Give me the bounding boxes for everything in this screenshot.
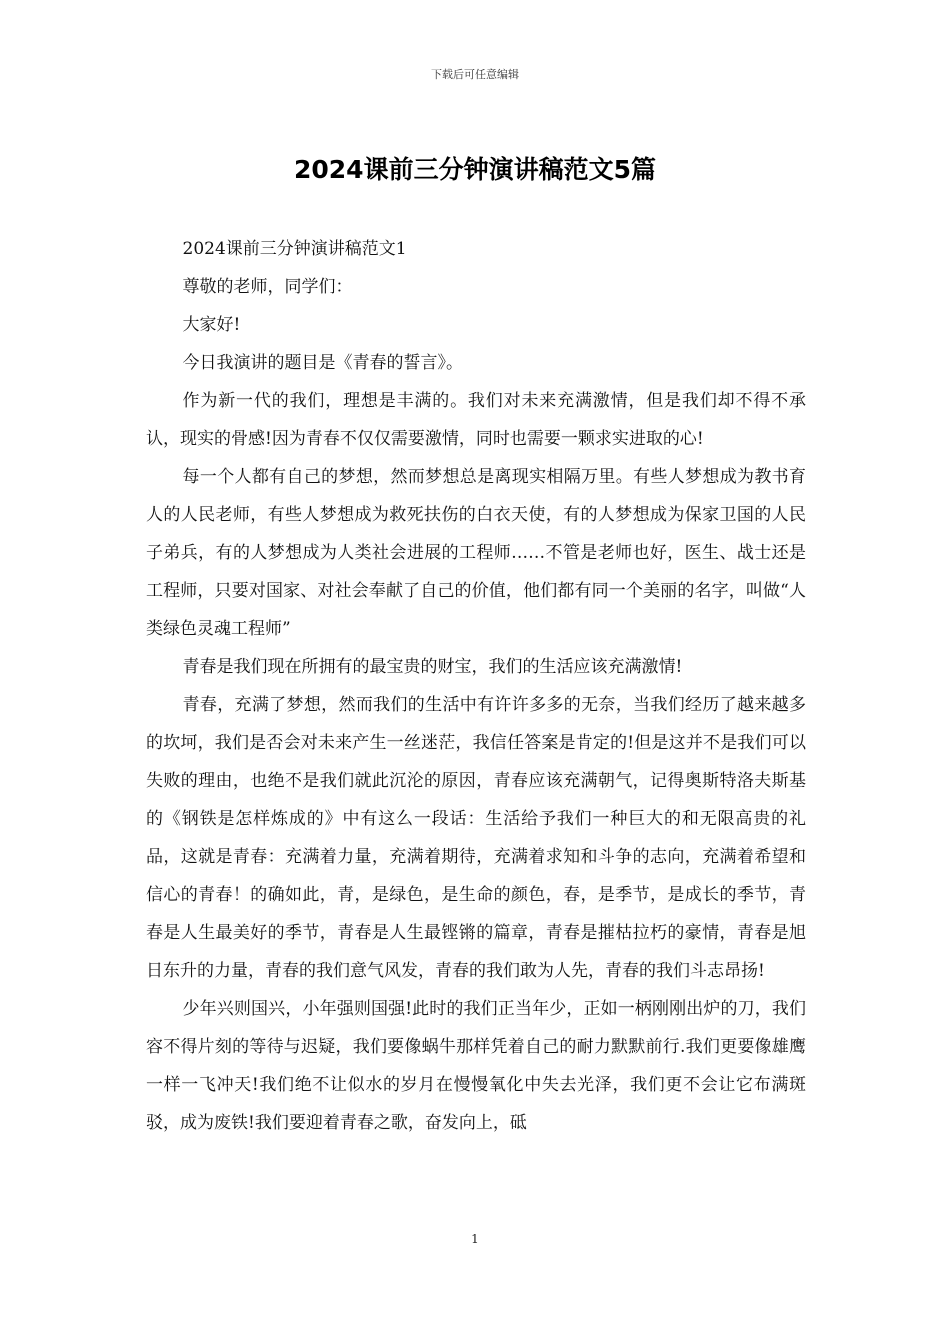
- header-note: 下载后可任意编辑: [431, 68, 519, 81]
- salutation: 尊敬的老师，同学们：: [182, 277, 353, 297]
- greeting: 大家好!: [182, 315, 241, 335]
- paragraph: 作为新一代的我们，理想是丰满的。我们对未来充满激情，但是我们却不得不承认，现实的骨感!因为青春不仅仅需要激情，同时也需要一颗求实进取的心!: [146, 391, 806, 449]
- document-title: 2024课前三分钟演讲稿范文5篇: [294, 155, 656, 184]
- paragraph: 青春是我们现在所拥有的最宝贵的财宝，我们的生活应该充满激情!: [182, 657, 683, 677]
- paragraph: 少年兴则国兴，小年强则国强!此时的我们正当年少，正如一柄刚刚出炉的刀，我们容不得片刻的等待与迟疑，我们要像蜗牛那样凭着自己的耐力默默前行.我们更要像雄鹰一样一飞冲天!我们绝不让似水的岁月在慢慢氧化中失去光泽，我们更不会让它布满斑驳，成为废铁!我们要迎着青春之歌，奋发向上，砥: [146, 999, 806, 1133]
- speech-topic: 今日我演讲的题目是《青春的誓言》。: [182, 353, 464, 373]
- paragraph: 每一个人都有自己的梦想，然而梦想总是离现实相隔万里。有些人梦想成为教书育人的人民老师，有些人梦想成为救死扶伤的白衣天使，有的人梦想成为保家卫国的人民子弟兵，有的人梦想成为人类社会进展的工程师……不管是老师也好，医生、战士还是工程师，只要对国家、对社会奉献了自己的价值，他们都有同一个美丽的名字，叫做“人类绿色灵魂工程师”: [146, 467, 806, 639]
- document-body: [146, 230, 806, 1142]
- paragraph: 青春，充满了梦想，然而我们的生活中有许许多多的无奈，当我们经历了越来越多的坎坷，我们是否会对未来产生一丝迷茫，我信任答案是肯定的!但是这并不是我们可以失败的理由，也绝不是我们就此沉沦的原因，青春应该充满朝气，记得奥斯特洛夫斯基的《钢铁是怎样炼成的》中有这么一段话：生活给予我们一种巨大的和无限高贵的礼品，这就是青春：充满着力量，充满着期待，充满着求知和斗争的志向，充满着希望和信心的青春！的确如此，青，是绿色，是生命的颜色，春，是季节，是成长的季节，青春是人生最美好的季节，青春是人生最铿锵的篇章，青春是摧枯拉朽的豪情，青春是旭日东升的力量，青春的我们意气风发，青春的我们敢为人先，青春的我们斗志昂扬!: [146, 695, 806, 981]
- page-number: 1: [471, 1232, 479, 1246]
- section-heading: 2024课前三分钟演讲稿范文1: [182, 239, 407, 259]
